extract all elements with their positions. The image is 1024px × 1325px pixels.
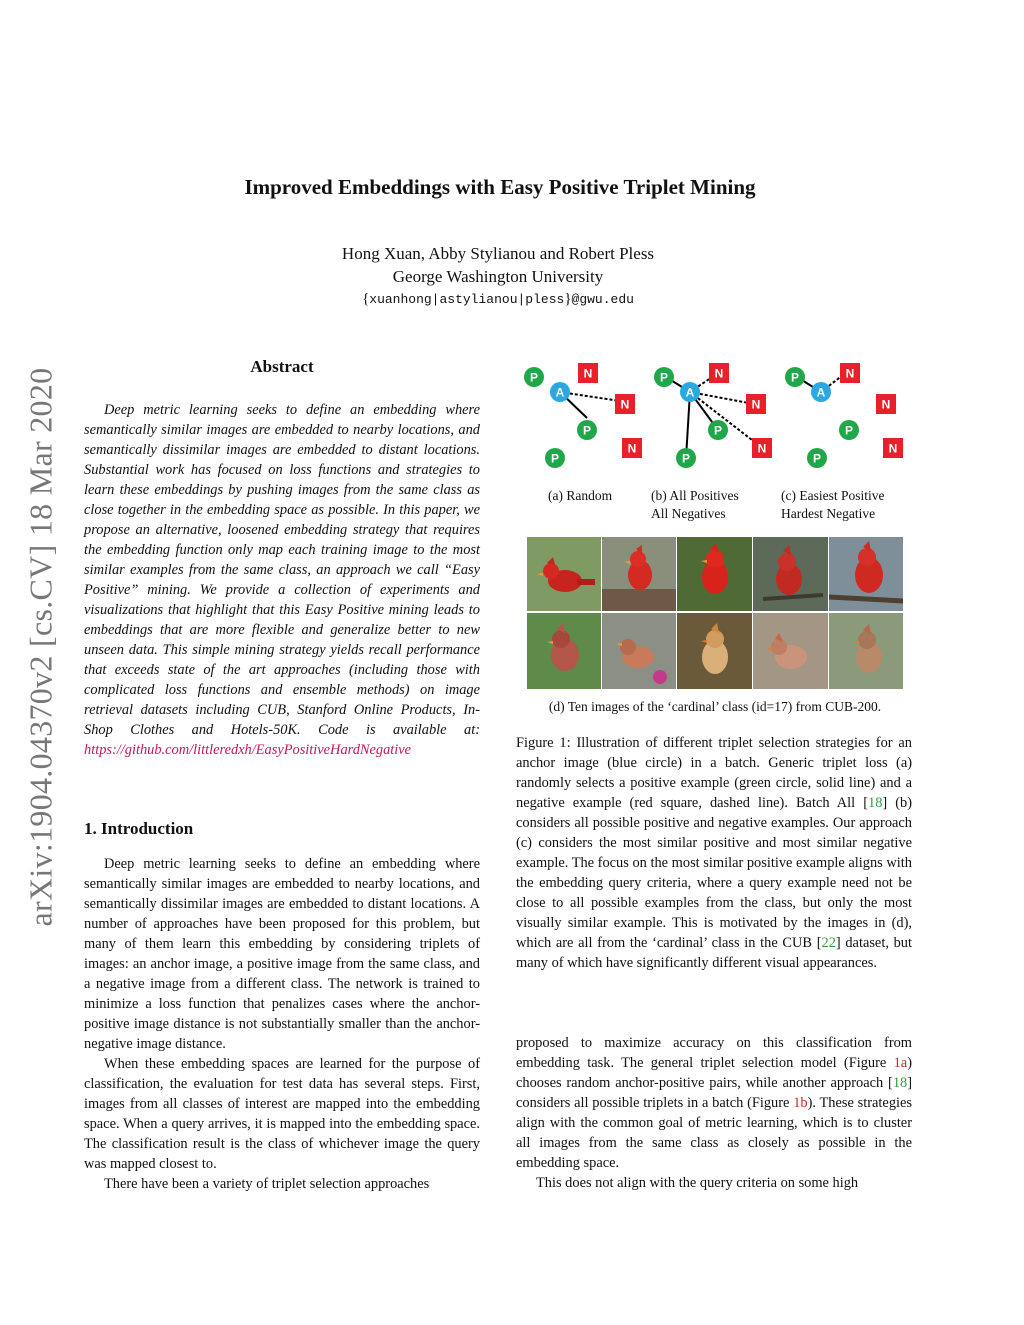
node-negative	[752, 438, 772, 458]
text-run: ) chooses random anchor-positive pairs, while another approach [	[516, 1055, 912, 1091]
node-negative	[578, 363, 598, 383]
subcaption-b-line1: (b) All Positives	[651, 488, 739, 503]
svg-text:N: N	[888, 441, 898, 456]
node-negative	[615, 394, 635, 414]
intro-paragraph-3: There have been a variety of triplet selection approaches	[104, 1176, 430, 1192]
paper-title: Improved Embeddings with Easy Positive Triplet Mining	[244, 175, 756, 199]
abstract-heading: Abstract	[250, 357, 314, 376]
text-run: proposed to maximize accuracy on this classification from embedding task. The general triplet selection model (Figure	[516, 1035, 912, 1071]
svg-text:A: A	[555, 385, 565, 400]
cardinal-image	[753, 537, 828, 611]
svg-text:N: N	[620, 397, 630, 412]
intro-heading: 1. Introduction	[84, 819, 194, 838]
cardinal-photo-grid	[527, 537, 903, 689]
svg-text:A: A	[816, 385, 826, 400]
subcaption-d: (d) Ten images of the ‘cardinal’ class (id=17) from CUB-200.	[548, 699, 882, 714]
text-run: ). These strategies align with the common goal of metric learning, which is to cluster all images from the same class as closely as possible in the embedding space.	[516, 1095, 913, 1171]
intro-paragraph-2: When these embedding spaces are learned for the purpose of classification, the evaluation for test data has several steps. First, images from all classes of interest are mapped into the embedding space. When a query arrives, it is mapped into the embedding space. The classification result is the class of whichever image the query was mapped closest to.	[84, 1056, 480, 1172]
intro-paragraph-1: Deep metric learning seeks to define an embedding where semantically similar images are embedded to nearby locations, and semantically dissimilar images are embedded to distant locations. A number of approaches have been proposed for this problem, but many of them learn this embedding by considering triplets of images: an anchor image, a positive image from the same class, and a negative image from a different class. The network is trained to minimize a loss function that penalizes cases where the anchor-positive image distance is not substantially smaller than the anchor-negative image distance.	[84, 856, 480, 1052]
ref-22-link[interactable]: 22	[821, 935, 836, 951]
figure-caption	[516, 733, 912, 973]
svg-text:P: P	[790, 370, 800, 385]
svg-text:P: P	[550, 451, 560, 466]
node-positive	[839, 420, 859, 440]
cardinal-image	[677, 613, 752, 689]
abstract-body	[84, 400, 480, 760]
node-negative	[883, 438, 903, 458]
svg-text:P: P	[582, 423, 592, 438]
svg-text:N: N	[757, 441, 767, 456]
email-brace-close: }	[564, 291, 572, 307]
right-paragraph-1	[516, 1033, 912, 1173]
node-positive	[577, 420, 597, 440]
node-positive	[807, 448, 827, 468]
svg-text:N: N	[845, 366, 855, 381]
ref-18-link[interactable]: 18	[868, 795, 883, 811]
node-negative	[622, 438, 642, 458]
code-link[interactable]: https://github.com/littleredxh/EasyPositiveHardNegative	[84, 742, 412, 758]
svg-text:P: P	[659, 370, 669, 385]
node-anchor	[811, 382, 831, 402]
cardinal-image	[602, 613, 676, 689]
panel-easy-positive	[785, 363, 903, 468]
triplet-diagram	[516, 355, 916, 475]
svg-text:N: N	[714, 366, 724, 381]
fig-1b-link[interactable]: 1b	[793, 1095, 808, 1111]
panel-random	[524, 363, 642, 468]
right-paragraph-2: This does not align with the query criteria on some high	[536, 1175, 859, 1191]
svg-text:N: N	[881, 397, 891, 412]
svg-text:N: N	[583, 366, 593, 381]
svg-text:N: N	[751, 397, 761, 412]
caption-text-1: Figure 1: Illustration of different triplet selection strategies for an anchor image (blue circle) in a batch. Generic triplet loss (a) randomly selects a positive example (green circle, solid line) and a negative example (red square, dashed line). Batch All [	[516, 735, 912, 811]
panel-all	[654, 363, 772, 468]
arxiv-id: arXiv:1904.04370v2 [cs.CV] 18 Mar 2020	[22, 367, 59, 927]
svg-text:P: P	[812, 451, 822, 466]
email-domain: @gwu.edu	[571, 292, 634, 307]
fig-1a-link[interactable]: 1a	[893, 1055, 908, 1071]
subcaption-c-line2: Hardest Negative	[781, 506, 876, 521]
caption-text-3: ] dataset, but many of which have significantly different visual appearances.	[516, 935, 912, 971]
cardinal-image	[602, 537, 676, 611]
arxiv-stamp	[18, 348, 64, 946]
right-column-body	[516, 1033, 912, 1193]
node-anchor	[550, 382, 570, 402]
email-brace-open: {	[362, 291, 370, 307]
affiliation: George Washington University	[392, 267, 604, 286]
node-negative	[746, 394, 766, 414]
node-positive	[676, 448, 696, 468]
cardinal-image	[677, 537, 752, 611]
node-negative	[840, 363, 860, 383]
cardinal-image	[527, 613, 601, 689]
node-positive	[654, 367, 674, 387]
cardinal-image	[829, 613, 903, 689]
ref-18-link[interactable]: 18	[892, 1075, 908, 1091]
abstract-text: Deep metric learning seeks to define an embedding where semantically similar images are embedded to nearby locations, and semantically dissimilar images are embedded to distant locations. Substantial work has focused on loss functions and strategies to learn these embeddings by pushing images from the same class as close together in the embedding space as possible. In this paper, we propose an alternative, loosened embedding strategy that requires the embedding function only map each training image to the most similar examples from the same class, an approach we call “Easy Positive” mining. We provide a collection of experiments and visualizations that highlight that this Easy Positive mining leads to embeddings that are more flexible and generalize better to new unseen data. This simple mining strategy yields recall performance that exceeds state of the art approaches (including those with complicated loss functions and ensemble methods) on image retrieval datasets including CUB, Stanford Online Products, In-Shop Clothes and Hotels-50K. Code is available at:	[84, 402, 480, 738]
svg-text:P: P	[713, 423, 723, 438]
subcaption-b-line2: All Negatives	[651, 506, 726, 521]
authors: Hong Xuan, Abby Stylianou and Robert Pless	[341, 244, 655, 263]
node-positive	[708, 420, 728, 440]
email	[0, 291, 996, 308]
svg-text:P: P	[681, 451, 691, 466]
node-anchor	[680, 382, 700, 402]
cardinal-image	[753, 613, 828, 689]
subcaption-a: (a) Random	[548, 488, 613, 503]
author-block	[0, 242, 996, 288]
subcaption-b	[651, 487, 739, 523]
node-negative	[709, 363, 729, 383]
node-positive	[785, 367, 805, 387]
svg-text:P: P	[529, 370, 539, 385]
text-run: ] considers all possible triplets in a batch (Figure	[516, 1075, 912, 1111]
cardinal-image	[527, 537, 601, 611]
node-negative	[876, 394, 896, 414]
node-positive	[545, 448, 565, 468]
email-users: xuanhong|astylianou|pless	[369, 292, 565, 307]
svg-text:A: A	[685, 385, 695, 400]
intro-body	[84, 854, 480, 1194]
svg-text:N: N	[627, 441, 637, 456]
subcaption-c-line1: (c) Easiest Positive	[781, 488, 885, 503]
cardinal-image	[829, 537, 903, 611]
subcaption-c	[781, 487, 884, 523]
caption-text-2: ] (b) considers all possible positive and negative examples. Our approach (c) considers the most similar positive and most similar negative example. The focus on the most similar positive example aligns with the embedding query criteria, where a query example need not be close to all possible examples from the class, but only the most visually similar example. This is motivated by the images in (d), which are all from the ‘cardinal’ class in the CUB [	[516, 795, 912, 951]
svg-text:P: P	[844, 423, 854, 438]
node-positive	[524, 367, 544, 387]
